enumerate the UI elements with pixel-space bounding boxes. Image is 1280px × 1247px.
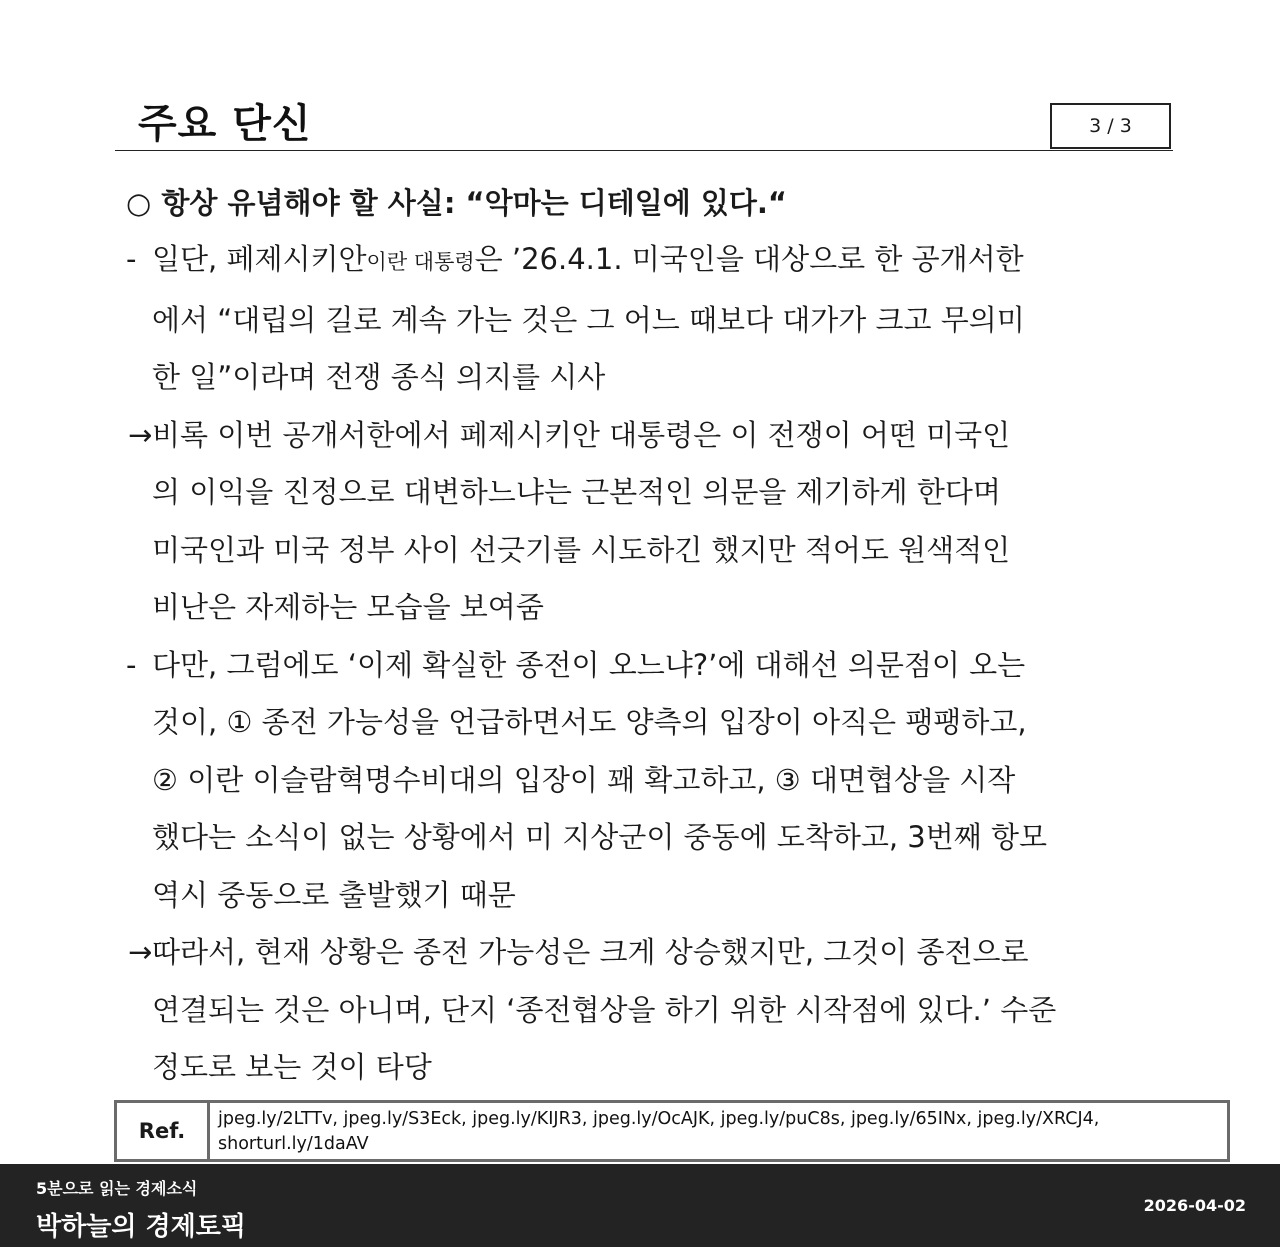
footer-bar xyxy=(0,1164,1280,1247)
text-line: 비록 이번 공개서한에서 페제시키안 대통령은 이 전쟁이 어떤 미국인 xyxy=(152,417,1011,452)
reference-box xyxy=(114,1100,1230,1162)
reference-line[interactable]: jpeg.ly/2LTTv, jpeg.ly/S3Eck, jpeg.ly/KIJR3, jpeg.ly/OcAJK, jpeg.ly/puC8s, jpeg.ly/65INx, jpeg.ly/XRCJ4, xyxy=(218,1109,1100,1129)
text-line: 미국인과 미국 정부 사이 선긋기를 시도하긴 했지만 적어도 원색적인 xyxy=(152,532,1011,567)
text-line: 역시 중동으로 출발했기 때문 xyxy=(152,877,516,912)
text-line: 에서 “대립의 길로 계속 가는 것은 그 어느 때보다 대가가 크고 무의미 xyxy=(152,302,1025,337)
text-line: 한 일”이라며 전쟁 종식 의지를 시사 xyxy=(152,360,606,394)
paragraph-4 xyxy=(126,924,1186,1097)
paragraph-1 xyxy=(126,231,1186,407)
text-line: 정도로 보는 것이 타당 xyxy=(152,1050,432,1084)
text-line: ② 이란 이슬람혁명수비대의 입장이 꽤 확고하고, ③ 대면협상을 시작 xyxy=(152,762,1016,797)
reference-label: Ref. xyxy=(117,1103,210,1159)
reference-links[interactable] xyxy=(210,1103,1227,1159)
text-segment: 일단, 페제시키안 xyxy=(152,242,367,276)
text-line: 연결되는 것은 아니며, 단지 ‘종전협상을 하기 위한 시작점에 있다.’ 수준 xyxy=(152,992,1057,1027)
dash-marker: - xyxy=(126,242,137,276)
paragraph-2 xyxy=(126,407,1186,637)
content-body xyxy=(126,175,1186,1097)
paragraph-3 xyxy=(126,637,1186,925)
arrow-marker: → xyxy=(128,935,153,969)
dash-marker: - xyxy=(126,647,137,682)
text-line: 비난은 자제하는 모습을 보여줌 xyxy=(152,590,544,624)
arrow-marker: → xyxy=(128,417,153,452)
footer-brand: 박하늘의 경제토픽 xyxy=(36,1212,246,1242)
text-line xyxy=(152,231,1186,292)
footer-date: 2026-04-02 xyxy=(1143,1196,1246,1215)
text-line: 의 이익을 진정으로 대변하느냐는 근본적인 의문을 제기하게 한다며 xyxy=(152,475,1001,509)
text-line: 했다는 소식이 없는 상황에서 미 지상군이 중동에 도착하고, 3번째 항모 xyxy=(152,820,1048,854)
text-segment: 은 ’26.4.1. 미국인을 대상으로 한 공개서한 xyxy=(474,242,1024,276)
text-line: 것이, ① 종전 가능성을 언급하면서도 양측의 입장이 아직은 팽팽하고, xyxy=(152,705,1027,739)
reference-line[interactable]: shorturl.ly/1daAV xyxy=(218,1134,369,1154)
title-divider xyxy=(115,150,1173,151)
text-line: 따라서, 현재 상황은 종전 가능성은 크게 상승했지만, 그것이 종전으로 xyxy=(152,935,1029,969)
section-heading: ○ 항상 유념해야 할 사실: “악마는 디테일에 있다.“ xyxy=(126,186,787,220)
text-line: 다만, 그럼에도 ‘이제 확실한 종전이 오느냐?’에 대해선 의문점이 오는 xyxy=(152,647,1026,682)
page-indicator: 3 / 3 xyxy=(1050,103,1171,149)
text-segment-small: 이란 대통령 xyxy=(366,250,475,274)
page-title: 주요 단신 xyxy=(138,101,312,147)
footer-subtitle: 5분으로 읽는 경제소식 xyxy=(36,1179,198,1198)
